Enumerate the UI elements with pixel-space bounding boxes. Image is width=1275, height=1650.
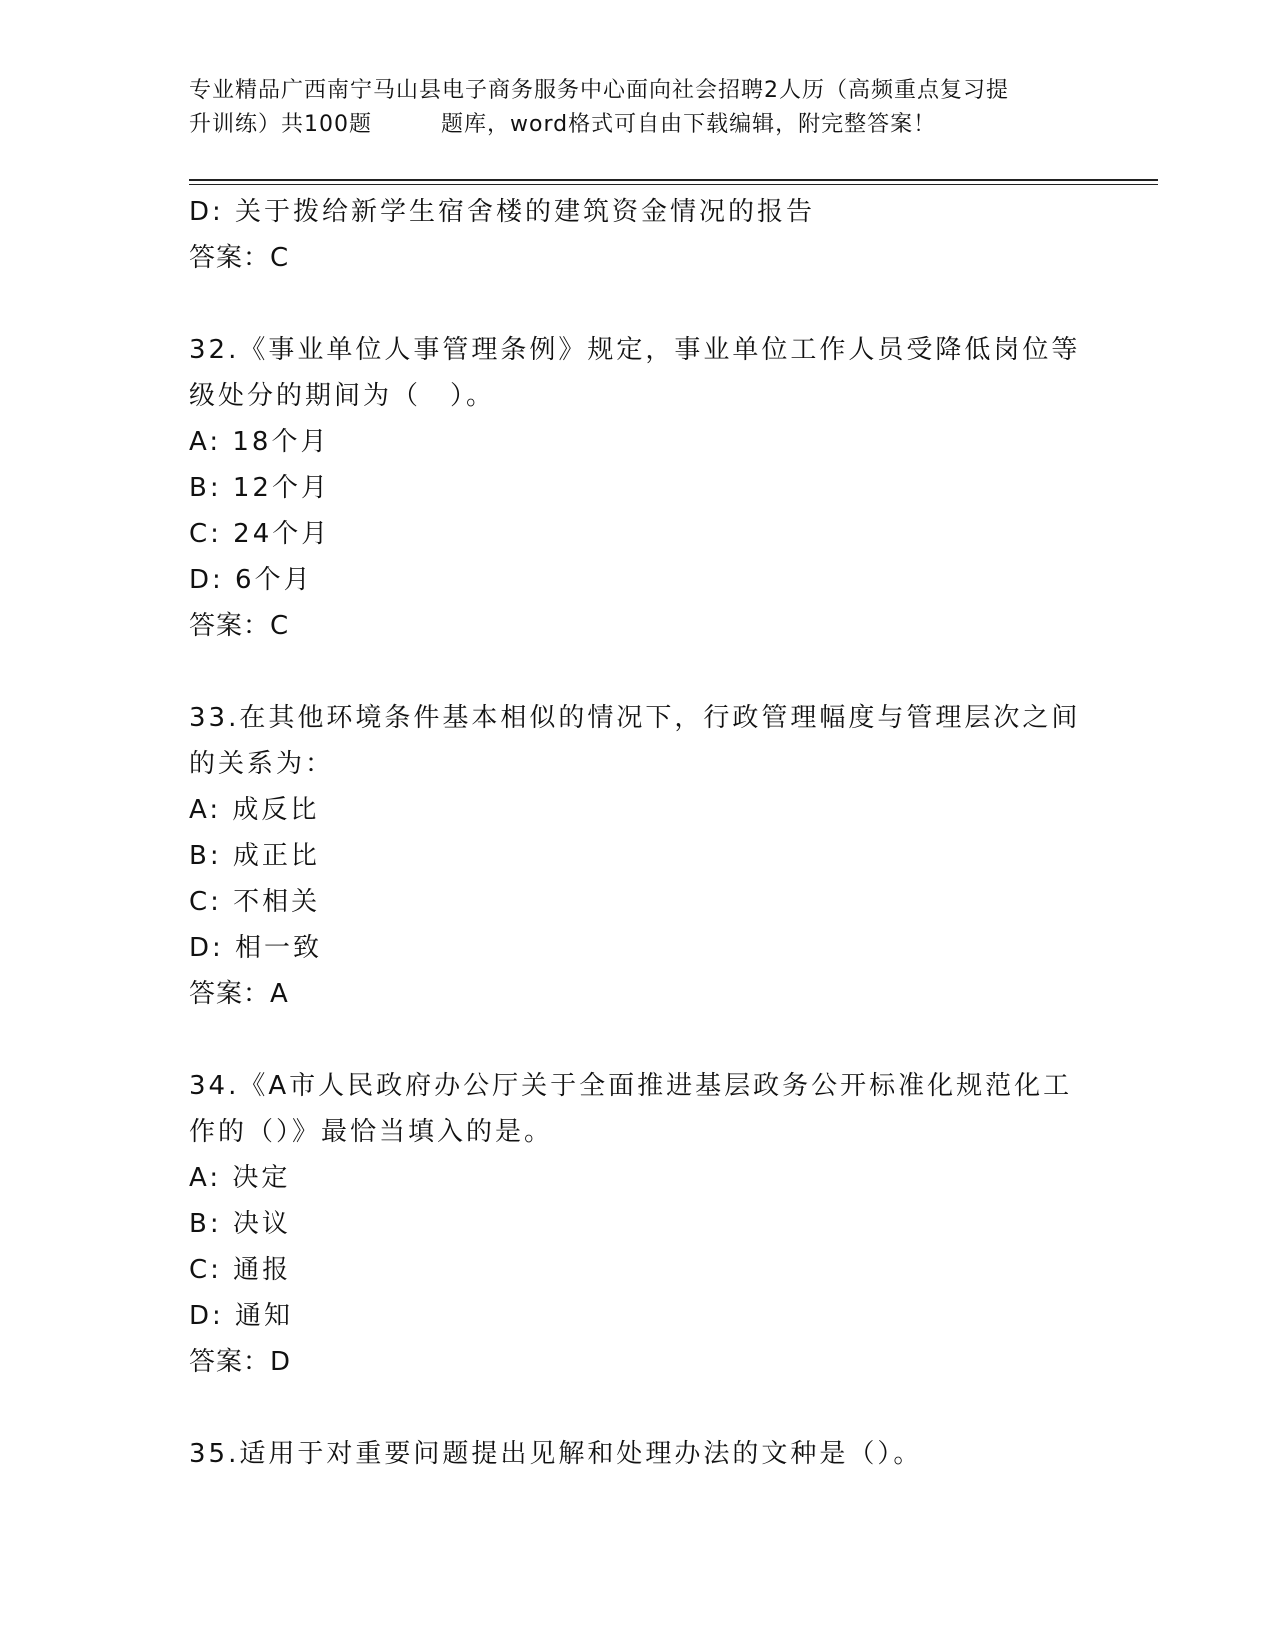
answer: 答案：C [189,611,290,641]
question-list [189,189,1089,1477]
prev-question-answer: 答案：C [189,243,290,273]
option-c: C: 不相关 [189,887,321,917]
header-line-2: 升训练）共100题 题库，word格式可自由下载编辑，附完整答案！ [189,112,937,137]
option-a: A: 18个月 [189,427,330,457]
option-b: B: 成正比 [189,841,320,871]
question-34 [189,1063,1089,1385]
question-title-line-1: 35.适用于对重要问题提出见解和处理办法的文种是（）。 [189,1439,923,1469]
answer: 答案：A [189,979,289,1009]
prev-question-option-d: D: 关于拨给新学生宿舍楼的建筑资金情况的报告 [189,197,816,227]
spacer [189,1017,1089,1063]
header-line-1: 专业精品广西南宁马山县电子商务服务中心面向社会招聘2人历（高频重点复习提 [189,78,1009,103]
spacer [189,1385,1089,1431]
question-33 [189,695,1089,1017]
question-title-line-2: 级处分的期间为（ ）。 [189,381,496,411]
answer: 答案：D [189,1347,292,1377]
header-divider-thin [189,184,1158,185]
option-b: B: 12个月 [189,473,330,503]
spacer [189,281,1089,327]
option-d: D: 相一致 [189,933,323,963]
option-d: D: 通知 [189,1301,294,1331]
option-a: A: 成反比 [189,795,320,825]
question-35 [189,1431,1089,1477]
option-b: B: 决议 [189,1209,291,1239]
question-title-line-1: 34.《A市人民政府办公厅关于全面推进基层政务公开标准化规范化工 [189,1071,1073,1101]
option-c: C: 24个月 [189,519,331,549]
question-title-line-1: 32.《事业单位人事管理条例》规定，事业单位工作人员受降低岗位等 [189,335,1081,365]
option-d: D: 6个月 [189,565,313,595]
question-title-line-1: 33.在其他环境条件基本相似的情况下，行政管理幅度与管理层次之间 [189,703,1081,733]
option-c: C: 通报 [189,1255,292,1285]
document-header [189,74,1089,142]
header-divider-thick [189,179,1158,181]
question-32 [189,327,1089,649]
option-a: A: 决定 [189,1163,291,1193]
question-title-line-2: 的关系为： [189,749,335,779]
spacer [189,649,1089,695]
question-title-line-2: 作的（）》最恰当填入的是。 [189,1117,554,1147]
